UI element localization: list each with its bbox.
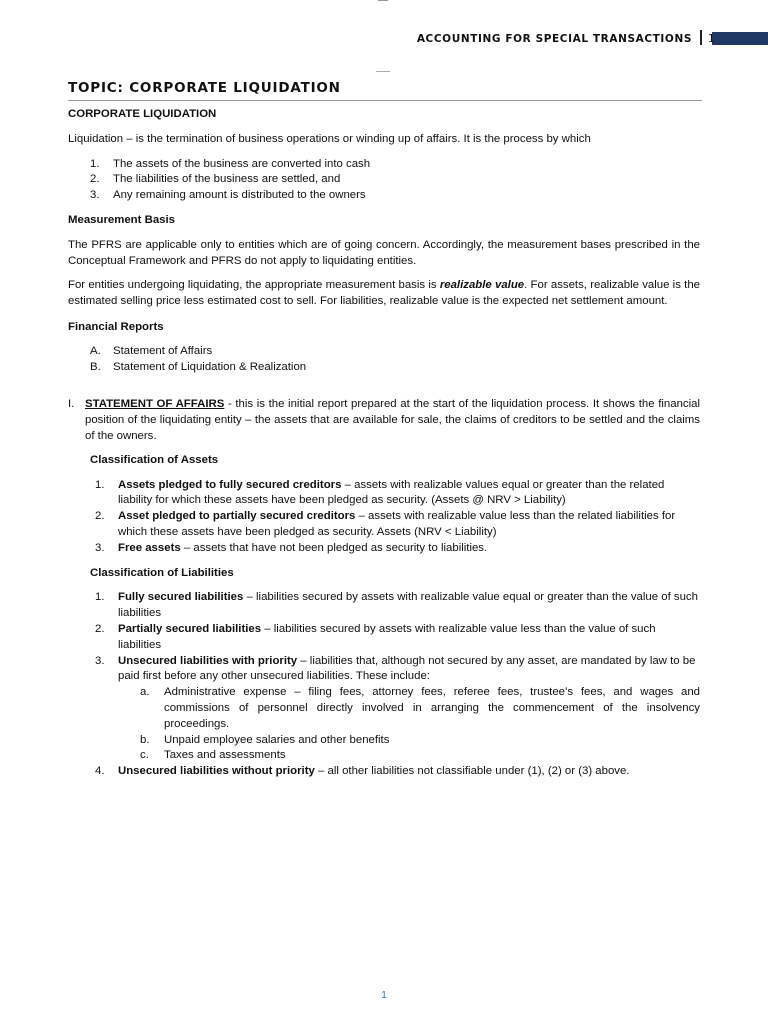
liabilities-heading: Classification of Liabilities — [90, 566, 234, 579]
liabilities-list-continued — [90, 764, 700, 780]
list-item: 3. Free assets – assets that have not been pledged as security to liabilities. — [95, 541, 488, 554]
liabilities-list — [90, 590, 700, 685]
list-item: b. Unpaid employee salaries and other benefits — [140, 733, 390, 746]
list-item: A. Statement of Affairs — [90, 344, 213, 357]
topic-rule — [68, 100, 702, 101]
definition-paragraph: Liquidation – is the termination of business operations or winding up of affairs. It is the process by which — [68, 132, 591, 145]
list-item: B. Statement of Liquidation & Realization — [90, 360, 307, 373]
header-title: ACCOUNTING FOR SPECIAL TRANSACTIONS — [416, 33, 692, 45]
list-item: 3. Unsecured liabilities with priority – liabilities that, although not secured by any asset, are mandated by law to be paid first before any other unsecured liabilities. These include: — [95, 654, 696, 683]
list-item: 1. Assets pledged to fully secured creditors – assets with realizable values equal or greater than the related liability for which these assets have been pledged as security. (Assets @ NRV > Liability) — [95, 478, 665, 507]
header-page-number: 1 — [708, 33, 715, 45]
corp-heading: CORPORATE LIQUIDATION — [68, 108, 217, 120]
header-divider — [700, 30, 702, 45]
measurement-heading: Measurement Basis — [68, 213, 175, 226]
process-list — [68, 157, 700, 204]
assets-heading: Classification of Assets — [90, 453, 219, 466]
reports-heading: Financial Reports — [68, 320, 164, 333]
list-item: 3. Any remaining amount is distributed to the owners — [90, 189, 366, 202]
top-margin-mark — [378, 0, 388, 1]
measurement-paragraph-2: For entities undergoing liquidating, the appropriate measurement basis is realizable value. For assets, realizable value is the estimated selling price less estimated cost to sell. For liabilities, realizable value is the expected net settlement amount. — [68, 279, 700, 308]
measurement-paragraph-1: The PFRS are applicable only to entities which are of going concern. Accordingly, the measurement bases prescribed in the Conceptual Framework and PFRS do not apply to liquidating entities. — [68, 238, 700, 267]
list-item: 4. Unsecured liabilities without priority – all other liabilities not classifiable under (1), (2) or (3) above. — [95, 765, 630, 778]
assets-list — [90, 478, 700, 557]
list-item: 1. The assets of the business are converted into cash — [90, 157, 371, 170]
section-numeral: I. — [68, 398, 75, 411]
topic-title: TOPIC: CORPORATE LIQUIDATION — [68, 80, 341, 96]
list-item: 2. Asset pledged to partially secured creditors – assets with realizable value less than the related liabilities for which these assets have been pledged as security. Assets (NRV < Liability) — [95, 510, 676, 538]
soa-title: STATEMENT OF AFFAIRS — [85, 398, 225, 411]
footer-page-number: 1 — [381, 990, 387, 1001]
soa-paragraph: STATEMENT OF AFFAIRS - this is the initial report prepared at the start of the liquidation process. It shows the financial position of the liquidating entity – the assets that are available for sale, the claims of creditors to be settled and the claims of the owners. — [85, 398, 700, 442]
priority-sublist — [90, 685, 700, 764]
list-item: 1. Fully secured liabilities – liabilities secured by assets with realizable value equal or greater than the value of such liabilities — [95, 591, 698, 620]
list-item: 2. The liabilities of the business are settled, and — [90, 173, 341, 186]
document-body — [68, 107, 700, 780]
reports-list — [68, 344, 700, 376]
list-item: 2. Partially secured liabilities – liabilities secured by assets with realizable value less than the value of such liabilities — [95, 622, 656, 651]
statement-of-affairs-section — [68, 397, 700, 780]
header-accent-bar — [712, 32, 768, 45]
header-margin-mark — [376, 71, 390, 72]
list-item: a. Administrative expense – filing fees, attorney fees, referee fees, trustee’s fees, and wages and commissions of personnel directly involved in arranging the commencement of the insolvency proceedings. — [140, 686, 700, 730]
list-item: c. Taxes and assessments — [140, 749, 286, 762]
